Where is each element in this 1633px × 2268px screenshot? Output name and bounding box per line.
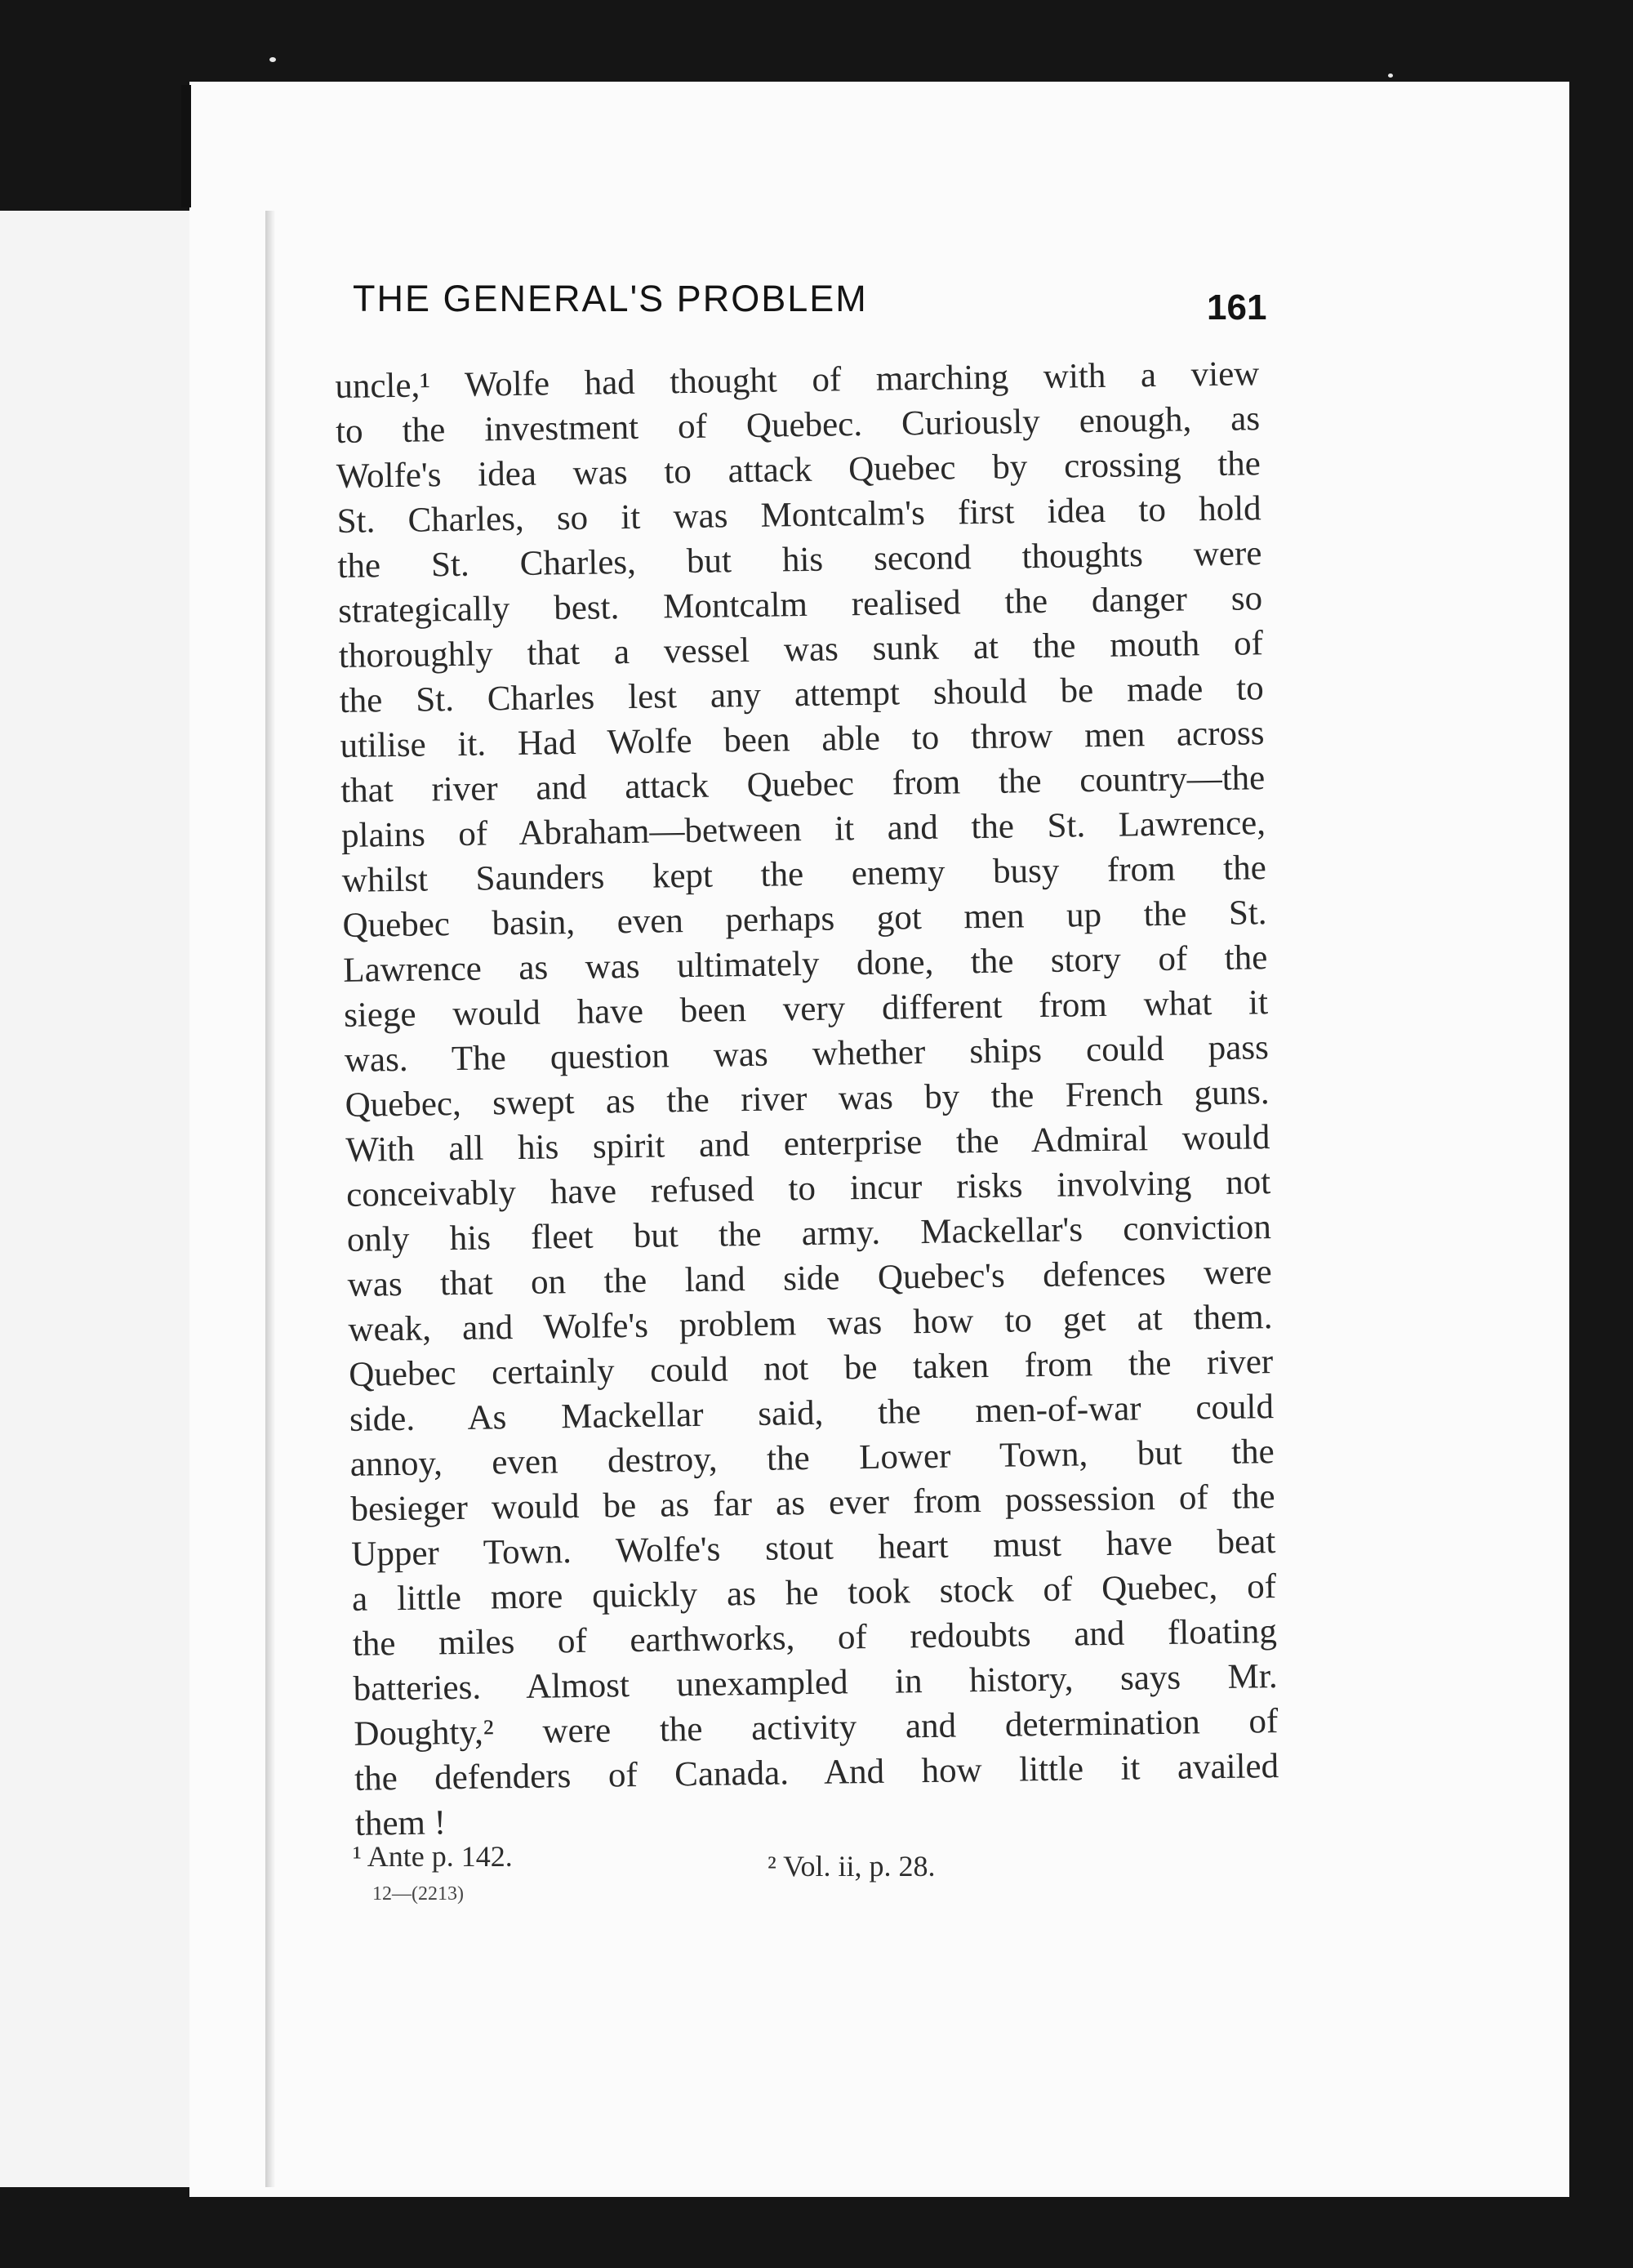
- text-line: a little more quickly as he took stock of Quebec, of: [351, 1567, 1277, 1619]
- text-line: With all his spirit and enterprise the Admiral would: [345, 1118, 1270, 1170]
- text-line: the miles of earthworks, of redoubts and floating: [352, 1612, 1278, 1664]
- text-line: them !: [354, 1803, 447, 1843]
- text-line: thoroughly that a vessel was sunk at the mouth of: [338, 624, 1264, 675]
- text-line: siege would have been very different from what it: [343, 983, 1269, 1035]
- text-line: batteries. Almost unexampled in history, says Mr.: [353, 1657, 1278, 1709]
- text-line: the St. Charles lest any attempt should be made to: [339, 669, 1264, 720]
- page-number: 161: [1207, 287, 1267, 328]
- dust-speck: [269, 57, 276, 62]
- text-line: the St. Charles, but his second thoughts were: [337, 534, 1262, 586]
- text-line: Wolfe's idea was to attack Quebec by crossing the: [336, 444, 1261, 496]
- text-line: Quebec, swept as the river was by the French guns.: [345, 1073, 1270, 1125]
- text-line: uncle,¹ Wolfe had thought of marching with a view: [335, 354, 1260, 406]
- text-line: was that on the land side Quebec's defences were: [347, 1253, 1272, 1304]
- text-line: besieger would be as far as ever from possession of the: [350, 1477, 1275, 1529]
- text-line: St. Charles, so it was Montcalm's first idea to hold: [336, 489, 1261, 541]
- text-line: Doughty,² were the activity and determination of: [354, 1702, 1279, 1753]
- text-line: Lawrence as was ultimately done, the story of the: [343, 938, 1268, 990]
- text-line: was. The question was whether ships could pass: [344, 1028, 1270, 1080]
- text-line: utilise it. Had Wolfe been able to throw men across: [340, 714, 1265, 765]
- dust-speck: [1388, 74, 1393, 78]
- signature-mark: 12—(2213): [372, 1883, 464, 1905]
- footnote: ¹ Ante p. 142.: [353, 1840, 513, 1873]
- text-line: whilst Saunders kept the enemy busy from the: [341, 849, 1267, 900]
- text-line: only his fleet but the army. Mackellar's conviction: [346, 1208, 1272, 1259]
- text-line: weak, and Wolfe's problem was how to get at them.: [348, 1298, 1273, 1349]
- text-line: Quebec certainly could not be taken from the river: [348, 1343, 1274, 1394]
- text-line: that river and attack Quebec from the country—the: [340, 759, 1266, 810]
- text-line: Quebec basin, even perhaps got men up the St.: [342, 893, 1267, 945]
- text-line: annoy, even destroy, the Lower Town, but the: [349, 1433, 1275, 1484]
- running-head: THE GENERAL'S PROBLEM: [353, 278, 868, 319]
- text-line: side. As Mackellar said, the men-of-war could: [349, 1388, 1275, 1439]
- text-line: to the investment of Quebec. Curiously enough, as: [335, 399, 1261, 451]
- body-text: [335, 351, 1279, 1847]
- footnote: ² Vol. ii, p. 28.: [768, 1850, 936, 1883]
- page-edge: [265, 211, 275, 2187]
- text-line: strategically best. Montcalm realised the danger so: [337, 579, 1263, 630]
- text-line: the defenders of Canada. And how little it availed: [354, 1747, 1279, 1798]
- text-line: Upper Town. Wolfe's stout heart must have beat: [351, 1522, 1276, 1574]
- spine-mark: [181, 85, 191, 207]
- text-line: conceivably have refused to incur risks involving not: [345, 1163, 1271, 1214]
- text-line: plains of Abraham—between it and the St. Lawrence,: [340, 804, 1266, 855]
